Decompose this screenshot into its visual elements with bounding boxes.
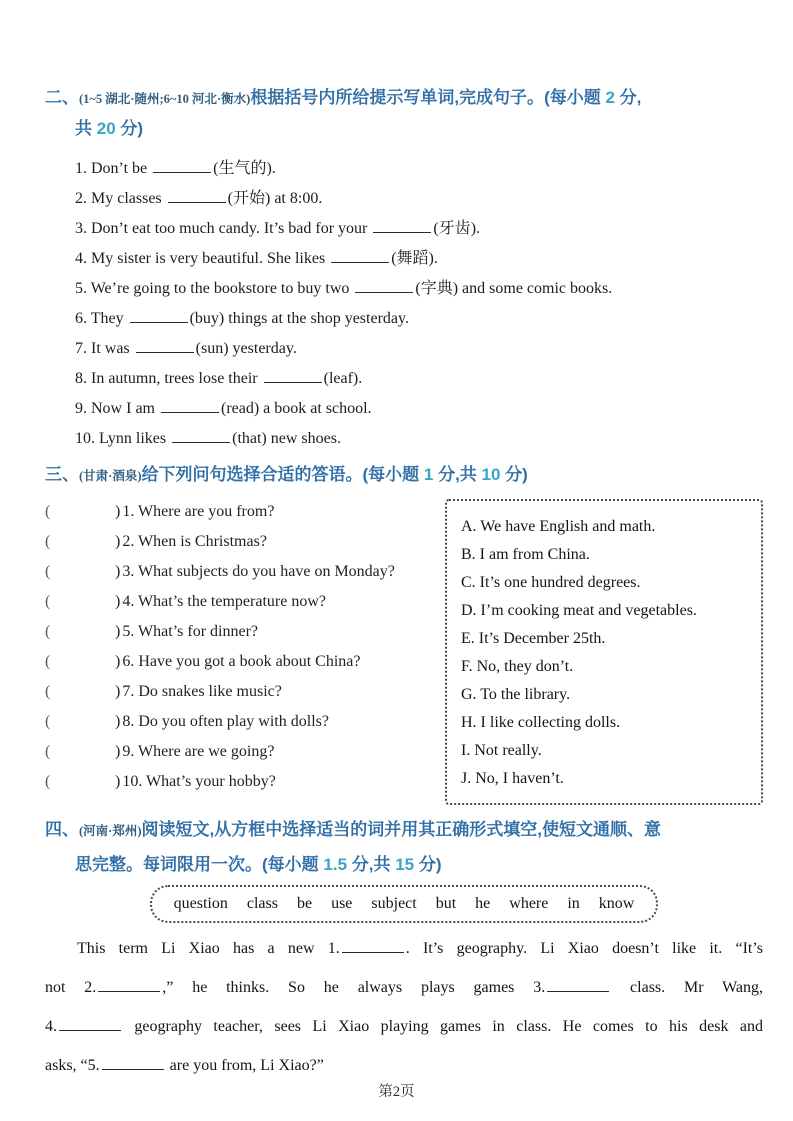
- question-hint: (牙齿).: [433, 220, 481, 237]
- section-4-title-line1: 阅读短文,从方框中选择适当的词并用其正确形式填空,使短文通顺、意: [141, 820, 661, 839]
- section-4-score-tail: 分): [414, 855, 442, 874]
- matching-question: [45, 587, 445, 617]
- answer-option: J. No, I haven’t.: [461, 770, 564, 787]
- cloze-blank: [547, 976, 609, 992]
- answer-paren-close: ): [115, 503, 121, 520]
- section-3: [45, 460, 763, 805]
- section-3-total-points: 10: [481, 465, 501, 484]
- passage-line: [45, 929, 763, 968]
- passage-text: are you from, Li Xiao?”: [165, 1057, 324, 1074]
- answer-blank: [373, 217, 431, 233]
- section-3-score-points: 1: [423, 465, 434, 484]
- section-2-score-points: 2: [605, 88, 615, 107]
- section-4-score-mid: 分,共: [347, 855, 396, 874]
- section-2-score-text: (每小题: [544, 88, 606, 107]
- page-number: 第2页: [378, 1084, 415, 1100]
- question-hint: (生气的).: [213, 160, 276, 177]
- answer-paren-open: (: [45, 623, 51, 640]
- answer-paren-open: (: [45, 683, 51, 700]
- answer-paren-close: ): [115, 563, 121, 580]
- question-hint: (leaf).: [323, 370, 363, 387]
- section-2-source: (1~5 湖北·随州;6~10 河北·衡水): [79, 92, 251, 106]
- question-text: 5. We’re going to the bookstore to buy two: [75, 280, 350, 297]
- passage-line: [45, 1007, 763, 1046]
- question-text: What’s your hobby?: [146, 773, 276, 790]
- answer-blank: [153, 157, 211, 173]
- answer-paren-close: ): [115, 533, 121, 550]
- question-number: 8.: [122, 713, 135, 730]
- question-hint: (buy): [189, 310, 225, 327]
- section-3-title: 给下列问句选择合适的答语。: [141, 465, 363, 484]
- cloze-blank: [342, 937, 404, 953]
- matching-question: [45, 497, 445, 527]
- question-text: When is Christmas?: [138, 533, 267, 550]
- matching-question: [45, 767, 445, 797]
- answer-option: H. I like collecting dolls.: [461, 714, 621, 731]
- section-4-score-text: (每小题: [262, 855, 324, 874]
- section-4-header: [45, 813, 763, 848]
- question-number: 2.: [122, 533, 135, 550]
- cloze-blank: [98, 976, 160, 992]
- section-2-question-list: [75, 154, 763, 454]
- word-bank-words: question class be use subject but he where in know: [173, 895, 635, 912]
- question-item: [75, 364, 763, 394]
- section-2-number: 二、: [45, 88, 79, 107]
- matching-question: [45, 647, 445, 677]
- passage-text: . It’s geography. Li Xiao doesn’t like it. “It’s: [405, 940, 764, 957]
- answer-paren-close: ): [115, 593, 121, 610]
- question-text-after: and some comic books.: [458, 280, 613, 297]
- question-text: 6. They: [75, 310, 124, 327]
- cloze-passage: [45, 929, 763, 1085]
- answer-paren-open: (: [45, 743, 51, 760]
- section-3-body: [45, 497, 763, 805]
- answer-blank: [168, 187, 226, 203]
- section-2-total-points: 20: [96, 119, 116, 138]
- section-2-title: 根据括号内所给提示写单词,完成句子。: [250, 88, 545, 107]
- answer-paren-close: ): [115, 773, 121, 790]
- question-number: 5.: [122, 623, 135, 640]
- question-item: [75, 154, 763, 184]
- cloze-blank: [59, 1015, 121, 1031]
- question-number: 10.: [122, 773, 143, 790]
- question-text: Have you got a book about China?: [138, 653, 361, 670]
- passage-text: not 2.: [45, 979, 97, 996]
- matching-question: [45, 707, 445, 737]
- cloze-blank: [102, 1054, 164, 1070]
- word-bank-box: [150, 885, 658, 923]
- section-2: [45, 83, 763, 454]
- answer-options-box: [445, 499, 763, 805]
- matching-question: [45, 677, 445, 707]
- section-4-title-line2: 思完整。每词限用一次。: [75, 855, 262, 874]
- question-hint: (sun): [195, 340, 229, 357]
- question-text: 10. Lynn likes: [75, 430, 167, 447]
- question-number: 7.: [122, 683, 135, 700]
- answer-paren-close: ): [115, 653, 121, 670]
- question-text: 9. Now I am: [75, 400, 155, 417]
- question-text: 1. Don’t be: [75, 160, 148, 177]
- matching-question-list: [45, 497, 445, 805]
- question-text: Where are you from?: [138, 503, 275, 520]
- question-item: [75, 304, 763, 334]
- passage-text: class. Mr Wang,: [611, 979, 763, 996]
- question-item: [75, 274, 763, 304]
- question-hint: (that): [232, 430, 267, 447]
- section-3-score-tail: 分): [500, 465, 528, 484]
- section-4: [45, 813, 763, 1085]
- answer-paren-open: (: [45, 533, 51, 550]
- section-4-header-line2: [45, 848, 763, 881]
- answer-option: E. It’s December 25th.: [461, 630, 606, 647]
- question-item: [75, 244, 763, 274]
- question-text-after: things at the shop yesterday.: [224, 310, 409, 327]
- answer-paren-open: (: [45, 503, 51, 520]
- matching-question: [45, 737, 445, 767]
- question-item: [75, 424, 763, 454]
- section-2-header-line2: [45, 114, 763, 144]
- answer-paren-open: (: [45, 653, 51, 670]
- answer-paren-open: (: [45, 593, 51, 610]
- answer-paren-close: ): [115, 713, 121, 730]
- section-4-source: (河南·郑州): [79, 824, 142, 838]
- question-hint: (字典): [415, 280, 459, 297]
- passage-text: geography teacher, sees Li Xiao playing games in class. He comes to his desk and: [123, 1018, 763, 1035]
- question-hint: (read): [220, 400, 260, 417]
- section-2-total-tail: 分): [115, 119, 144, 138]
- answer-option: B. I am from China.: [461, 546, 590, 563]
- question-text-after: a book at school.: [259, 400, 372, 417]
- answer-blank: [161, 397, 219, 413]
- question-item: [75, 334, 763, 364]
- matching-question: [45, 617, 445, 647]
- matching-question: [45, 527, 445, 557]
- section-3-score-mid: 分,共: [433, 465, 482, 484]
- question-text: Do you often play with dolls?: [138, 713, 329, 730]
- question-text: Do snakes like music?: [138, 683, 282, 700]
- question-number: 1.: [122, 503, 135, 520]
- passage-text: This term Li Xiao has a new 1.: [77, 940, 340, 957]
- question-text: 7. It was: [75, 340, 130, 357]
- question-number: 9.: [122, 743, 135, 760]
- question-text: Where are we going?: [138, 743, 275, 760]
- question-item: [75, 214, 763, 244]
- answer-blank: [264, 367, 322, 383]
- question-item: [75, 184, 763, 214]
- answer-option: A. We have English and math.: [461, 518, 656, 535]
- passage-text: ,” he thinks. So he always plays games 3.: [162, 979, 546, 996]
- answer-paren-open: (: [45, 773, 51, 790]
- answer-paren-close: ): [115, 683, 121, 700]
- answer-blank: [331, 247, 389, 263]
- passage-line: [45, 968, 763, 1007]
- answer-blank: [136, 337, 194, 353]
- section-2-score-tail: 分,: [614, 88, 642, 107]
- section-4-number: 四、: [45, 820, 79, 839]
- answer-paren-close: ): [115, 743, 121, 760]
- question-text: What subjects do you have on Monday?: [138, 563, 395, 580]
- question-text-after: yesterday.: [228, 340, 297, 357]
- section-2-total-text: 共: [75, 119, 97, 138]
- question-text: 8. In autumn, trees lose their: [75, 370, 258, 387]
- question-hint: (开始): [227, 190, 271, 207]
- section-3-score-text: (每小题: [362, 465, 424, 484]
- section-3-source: (甘肃·酒泉): [79, 469, 142, 483]
- answer-option: G. To the library.: [461, 686, 571, 703]
- section-2-header: [45, 83, 763, 114]
- answer-blank: [355, 277, 413, 293]
- section-4-total-points: 15: [395, 855, 415, 874]
- question-number: 4.: [122, 593, 135, 610]
- passage-text: asks, “5.: [45, 1057, 100, 1074]
- matching-question: [45, 557, 445, 587]
- question-hint: (舞蹈).: [391, 250, 438, 267]
- section-3-number: 三、: [45, 465, 79, 484]
- question-item: [75, 394, 763, 424]
- question-text: What’s the temperature now?: [138, 593, 326, 610]
- answer-blank: [172, 427, 230, 443]
- question-text: 3. Don’t eat too much candy. It’s bad for your: [75, 220, 368, 237]
- answer-option: D. I’m cooking meat and vegetables.: [461, 602, 697, 619]
- question-text: What’s for dinner?: [138, 623, 258, 640]
- question-text: 4. My sister is very beautiful. She likes: [75, 250, 326, 267]
- answer-option: I. Not really.: [461, 742, 542, 759]
- answer-paren-open: (: [45, 713, 51, 730]
- section-3-header: [45, 460, 763, 491]
- section-4-score-points: 1.5: [323, 855, 348, 874]
- answer-option: C. It’s one hundred degrees.: [461, 574, 641, 591]
- question-number: 6.: [122, 653, 135, 670]
- answer-blank: [130, 307, 188, 323]
- question-text-after: at 8:00.: [270, 190, 323, 207]
- question-number: 3.: [122, 563, 135, 580]
- answer-option: F. No, they don’t.: [461, 658, 574, 675]
- question-text-after: new shoes.: [266, 430, 341, 447]
- answer-paren-close: ): [115, 623, 121, 640]
- question-text: 2. My classes: [75, 190, 162, 207]
- passage-text: 4.: [45, 1018, 57, 1035]
- answer-paren-open: (: [45, 563, 51, 580]
